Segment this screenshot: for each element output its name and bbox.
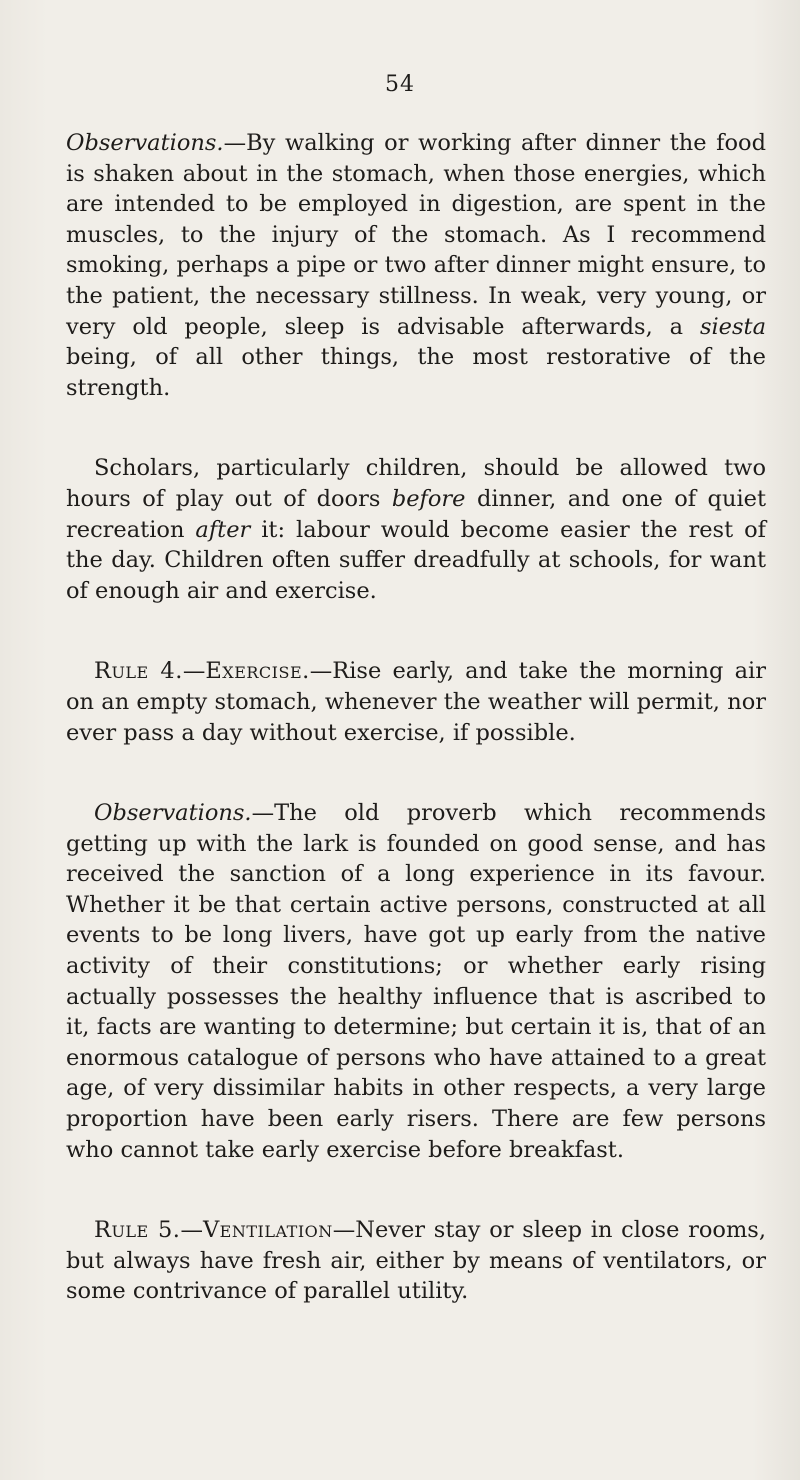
paragraph-scholars: [66, 453, 766, 606]
rule-number: Rule 4.: [94, 658, 183, 685]
paragraph-rule-4: [66, 656, 766, 748]
italic-term: before: [391, 485, 466, 512]
italic-term: after: [195, 516, 251, 543]
rule-number: Rule 5.: [94, 1217, 181, 1244]
dash: —: [180, 1217, 203, 1244]
paragraph-text: it: labour would become easier the rest of the day. Children often suffer dreadfully at schools, for want of enough air and exercise.: [66, 516, 766, 604]
rule-heading: Ventilation: [202, 1217, 333, 1244]
page-number: 54: [385, 72, 415, 97]
paragraph-text: —By walking or working after dinner the food is shaken about in the stomach, when those energies, which are intended to be employed in digestion, are spent in the muscles, to the injury of the stomach. As I recommend smoking, perhaps a pipe or two after dinner might ensure, to the patient, the necessary stillness. In weak, very young, or very old people, sleep is advisable afterwards, a: [66, 130, 766, 340]
paragraph-text: dinner, and one of quiet recreation: [66, 485, 767, 543]
paragraph-observations-early-rising: [66, 798, 766, 1165]
body-text: [66, 128, 766, 1307]
paragraph-text: —Never stay or sleep in close rooms, but always have fresh air, either by means of ventilators, or some contrivance of parallel utility.: [66, 1217, 767, 1305]
paragraph-text: —The old proverb which recommends getting up with the lark is founded on good sense, and has received the sanction of a long experience in its favour. Whether it be that certain active persons, constructed at all events to be long livers, have got up early from the native activity of their constitutions; or whether early rising actually possesses the healthy influence that is ascribed to it, facts are wanting to determine; but certain it is, that of an enormous catalogue of persons who have attained to a great age, of very dissimilar habits in other respects, a very large proportion have been early risers. There are few persons who cannot take early exercise before breakfast.: [66, 800, 766, 1163]
paragraph-text: Scholars, particularly children, should be allowed two hours of play out of doors: [66, 455, 766, 512]
italic-term: siesta: [699, 313, 766, 340]
rule-heading: Exercise.: [205, 658, 310, 685]
paragraph-observations-dinner: [66, 128, 766, 403]
paragraph-rule-5: [66, 1215, 766, 1307]
dash: —: [182, 658, 206, 685]
observations-label: Observations.: [94, 800, 252, 827]
observations-label: Observations.: [66, 130, 224, 156]
paragraph-text: being, of all other things, the most restorative of the strength.: [66, 344, 766, 401]
paragraph-text: —Rise early, and take the morning air on an empty stomach, whenever the weather will permit, nor ever pass a day without exercise, if possible.: [66, 658, 766, 746]
